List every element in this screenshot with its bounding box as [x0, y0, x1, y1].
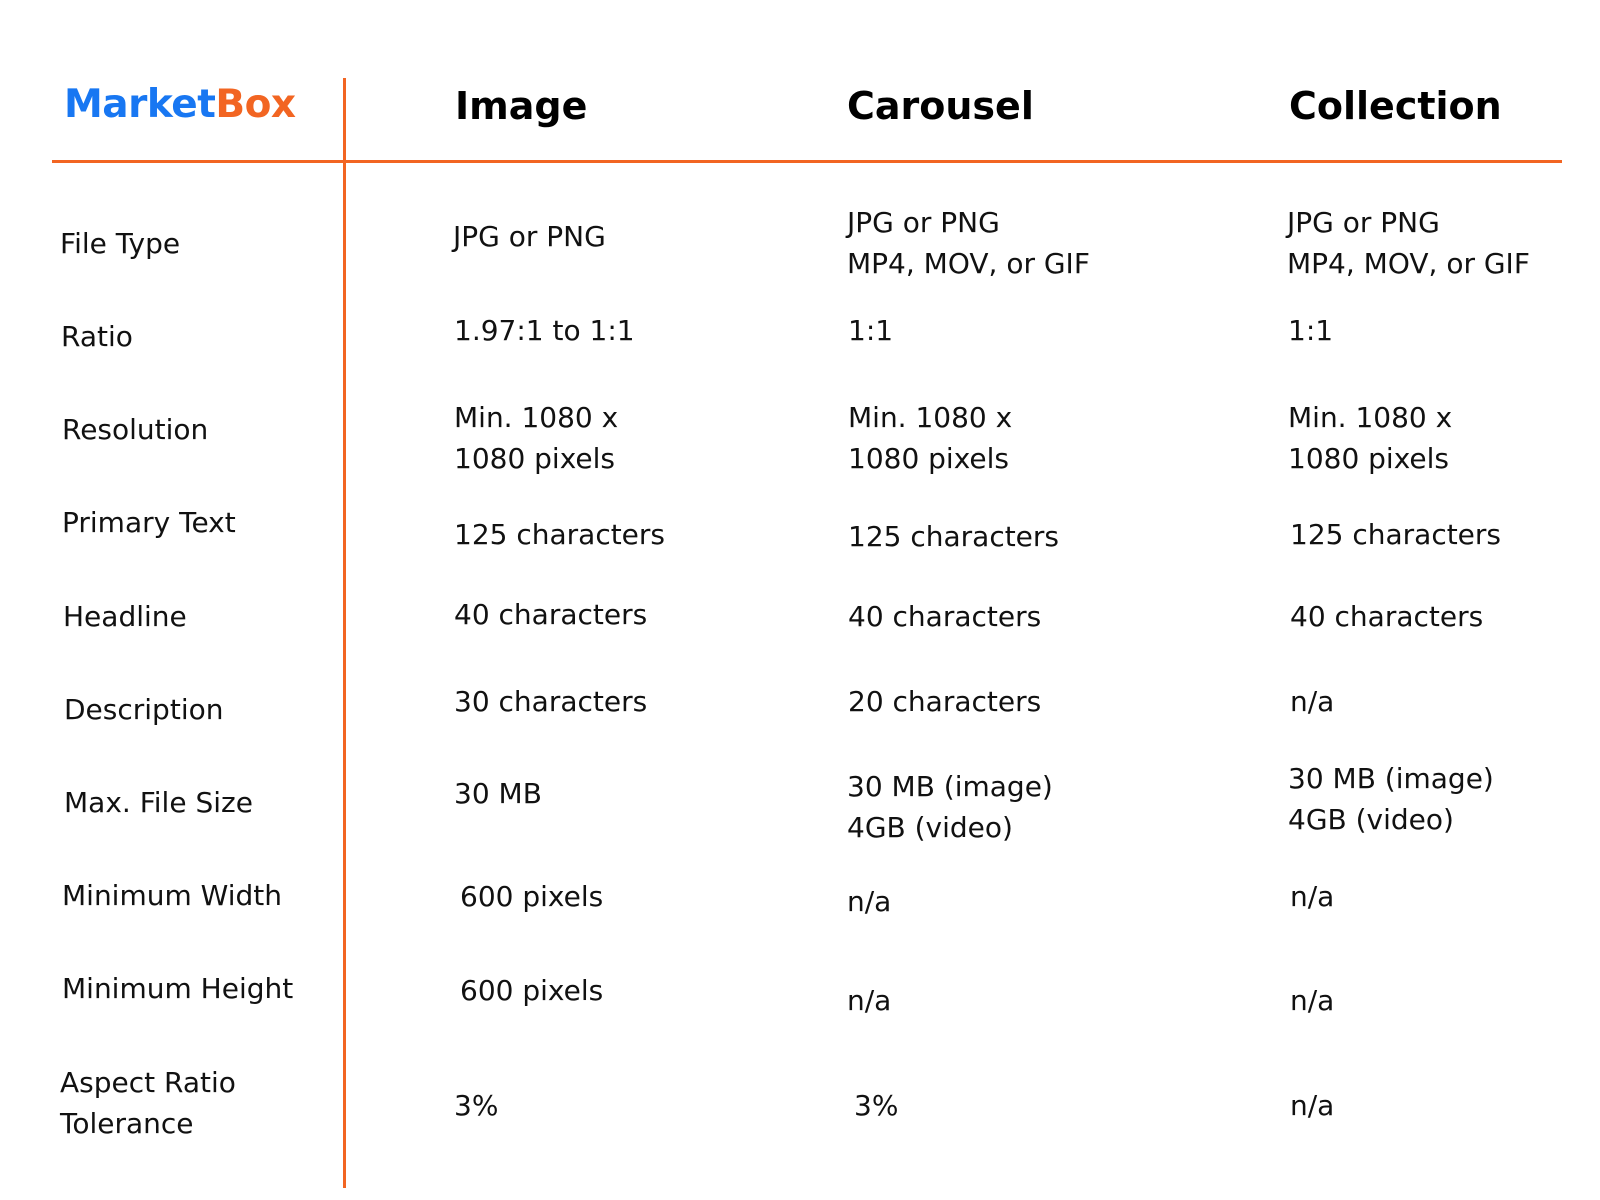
cell-carousel-aspect-ratio-tolerance: 3%	[854, 1089, 899, 1122]
row-label-primary-text: Primary Text	[62, 506, 236, 539]
logo-text-market: Market	[64, 82, 216, 127]
row-label-resolution: Resolution	[62, 413, 209, 446]
row-label-headline: Headline	[63, 600, 187, 633]
row-label-minimum-height: Minimum Height	[62, 972, 294, 1005]
cell-image-aspect-ratio-tolerance: 3%	[454, 1089, 499, 1122]
cell-image-minimum-width: 600 pixels	[460, 880, 604, 913]
column-header-image: Image	[455, 84, 588, 128]
logo-text-box: Box	[215, 82, 296, 127]
cell-carousel-description: 20 characters	[848, 685, 1042, 718]
cell-image-minimum-height: 600 pixels	[460, 974, 604, 1007]
cell-carousel-ratio: 1:1	[848, 314, 894, 347]
row-label-description: Description	[64, 693, 224, 726]
cell-collection-headline: 40 characters	[1290, 600, 1484, 633]
header-divider	[52, 160, 1562, 163]
row-label-ratio: Ratio	[61, 320, 133, 353]
cell-image-resolution: Min. 1080 x 1080 pixels	[454, 401, 619, 475]
row-label-max-file-size: Max. File Size	[64, 786, 253, 819]
cell-carousel-primary-text: 125 characters	[848, 520, 1060, 553]
cell-collection-resolution: Min. 1080 x 1080 pixels	[1288, 401, 1453, 475]
cell-carousel-file-type: JPG or PNG MP4, MOV, or GIF	[847, 206, 1090, 280]
cell-collection-max-file-size: 30 MB (image) 4GB (video)	[1288, 762, 1494, 836]
row-label-file-type: File Type	[60, 227, 181, 260]
cell-carousel-headline: 40 characters	[848, 600, 1042, 633]
cell-carousel-minimum-height: n/a	[847, 984, 892, 1017]
cell-image-headline: 40 characters	[454, 598, 648, 631]
column-header-carousel: Carousel	[847, 84, 1034, 128]
cell-image-primary-text: 125 characters	[454, 518, 666, 551]
row-label-aspect-ratio-tolerance: Aspect Ratio Tolerance	[60, 1066, 236, 1140]
cell-collection-minimum-width: n/a	[1290, 880, 1335, 913]
column-header-collection: Collection	[1289, 84, 1502, 128]
cell-collection-ratio: 1:1	[1288, 314, 1334, 347]
cell-image-ratio: 1.97:1 to 1:1	[454, 314, 635, 347]
cell-carousel-max-file-size: 30 MB (image) 4GB (video)	[847, 770, 1053, 844]
cell-image-file-type: JPG or PNG	[453, 220, 606, 253]
cell-collection-aspect-ratio-tolerance: n/a	[1290, 1089, 1335, 1122]
cell-collection-description: n/a	[1290, 685, 1335, 718]
marketbox-logo	[64, 82, 296, 127]
cell-image-max-file-size: 30 MB	[454, 777, 542, 810]
cell-carousel-resolution: Min. 1080 x 1080 pixels	[848, 401, 1013, 475]
cell-collection-file-type: JPG or PNG MP4, MOV, or GIF	[1287, 206, 1530, 280]
cell-image-description: 30 characters	[454, 685, 648, 718]
cell-collection-minimum-height: n/a	[1290, 984, 1335, 1017]
vertical-divider	[343, 78, 346, 1188]
row-label-minimum-width: Minimum Width	[62, 879, 283, 912]
cell-collection-primary-text: 125 characters	[1290, 518, 1502, 551]
cell-carousel-minimum-width: n/a	[847, 885, 892, 918]
